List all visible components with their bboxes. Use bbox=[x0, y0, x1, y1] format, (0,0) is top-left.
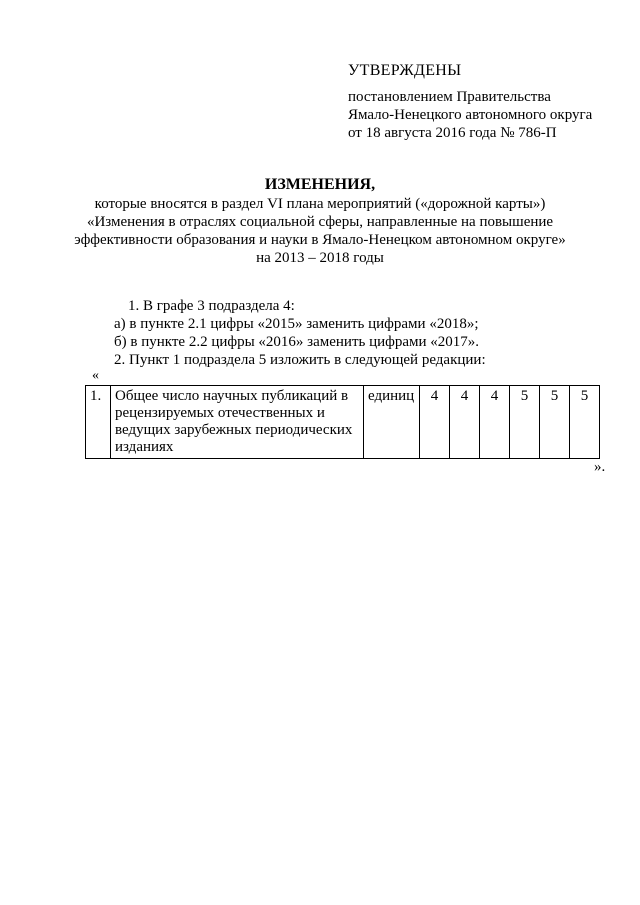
approval-line: от 18 августа 2016 года № 786-П bbox=[348, 125, 557, 141]
document-subtitle-line: «Изменения в отраслях социальной сферы, направленные на повышение bbox=[86, 214, 554, 230]
unit-cell: единиц bbox=[364, 386, 420, 459]
value-cell: 4 bbox=[480, 386, 510, 459]
document-title: ИЗМЕНЕНИЯ, bbox=[264, 176, 376, 193]
value-cell: 4 bbox=[450, 386, 480, 459]
indicator-name-line: изданиях bbox=[115, 439, 174, 455]
indicator-name-line: ведущих зарубежных периодических bbox=[115, 422, 353, 438]
indicator-name-line: рецензируемых отечественных и bbox=[115, 405, 325, 421]
document-subtitle-line: эффективности образования и науки в Ямало-Ненецком автономном округе» bbox=[74, 232, 566, 248]
body-paragraph: 1. В графе 3 подраздела 4: bbox=[128, 298, 295, 314]
body-paragraph: б) в пункте 2.2 цифры «2016» заменить цифрами «2017». bbox=[114, 334, 480, 350]
value-cell: 5 bbox=[540, 386, 570, 459]
document-heading bbox=[0, 175, 640, 267]
approval-line: Ямало-Ненецкого автономного округа bbox=[348, 107, 593, 123]
indicator-name-line: Общее число научных публикаций в bbox=[115, 388, 349, 404]
approval-title: УТВЕРЖДЕНЫ bbox=[348, 62, 462, 79]
indicator-table bbox=[85, 385, 600, 459]
document-subtitle-line: на 2013 – 2018 годы bbox=[256, 250, 384, 266]
value-cell: 5 bbox=[510, 386, 540, 459]
table-row bbox=[86, 386, 600, 459]
body-paragraph: а) в пункте 2.1 цифры «2015» заменить цифрами «2018»; bbox=[114, 316, 479, 332]
approval-line: постановлением Правительства bbox=[348, 89, 551, 105]
indicator-name-cell bbox=[111, 386, 364, 459]
body-paragraph: 2. Пункт 1 подраздела 5 изложить в следующей редакции: bbox=[114, 352, 486, 368]
value-cell: 5 bbox=[570, 386, 600, 459]
approval-block bbox=[348, 62, 592, 142]
closing-quote-mark: ». bbox=[594, 459, 606, 475]
document-body bbox=[114, 297, 486, 369]
opening-quote-mark: « bbox=[92, 368, 99, 383]
document-subtitle-line: которые вносятся в раздел VI плана мероприятий («дорожной карты») bbox=[94, 196, 546, 212]
row-number-cell: 1. bbox=[86, 386, 111, 459]
value-cell: 4 bbox=[420, 386, 450, 459]
